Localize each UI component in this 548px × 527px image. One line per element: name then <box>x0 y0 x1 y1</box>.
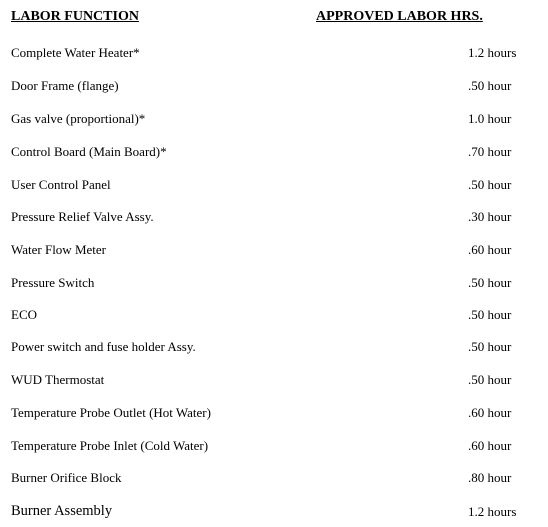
table-row <box>0 242 548 262</box>
table-row <box>0 438 548 458</box>
labor-hours-cell: .60 hour <box>468 438 512 453</box>
labor-function-cell: Door Frame (flange) <box>11 78 119 93</box>
labor-function-cell: Control Board (Main Board)* <box>11 144 167 159</box>
labor-function-cell: User Control Panel <box>11 177 111 192</box>
table-row <box>0 372 548 392</box>
table-row <box>0 45 548 65</box>
labor-hours-cell: 1.2 hours <box>468 45 517 60</box>
approved-labor-hours-header: APPROVED LABOR HRS. <box>316 9 483 24</box>
labor-function-cell: Burner Assembly <box>11 503 113 519</box>
labor-hours-cell: .80 hour <box>468 470 512 485</box>
labor-function-cell: Water Flow Meter <box>11 242 106 257</box>
table-row <box>0 111 548 131</box>
labor-function-header: LABOR FUNCTION <box>11 9 139 24</box>
labor-function-cell: WUD Thermostat <box>11 372 105 387</box>
labor-function-cell: Pressure Relief Valve Assy. <box>11 209 154 224</box>
labor-function-cell: Temperature Probe Inlet (Cold Water) <box>11 438 209 453</box>
table-row <box>0 470 548 490</box>
labor-hours-cell: .50 hour <box>468 339 512 354</box>
table-row <box>0 275 548 295</box>
labor-function-cell: Pressure Switch <box>11 275 95 290</box>
labor-function-cell: Power switch and fuse holder Assy. <box>11 339 196 354</box>
labor-function-cell: Gas valve (proportional)* <box>11 111 146 126</box>
labor-hours-cell: .50 hour <box>468 372 512 387</box>
labor-hours-cell: .70 hour <box>468 144 512 159</box>
labor-function-cell: Complete Water Heater* <box>11 45 140 60</box>
labor-function-cell: Temperature Probe Outlet (Hot Water) <box>11 405 211 420</box>
table-row <box>0 144 548 164</box>
labor-function-cell: Burner Orifice Block <box>11 470 122 485</box>
labor-hours-cell: .50 hour <box>468 275 512 290</box>
labor-hours-cell: .60 hour <box>468 405 512 420</box>
table-row <box>0 78 548 98</box>
labor-hours-cell: .50 hour <box>468 177 512 192</box>
table-row <box>0 177 548 197</box>
labor-hours-cell: 1.2 hours <box>468 504 517 519</box>
labor-function-cell: ECO <box>11 307 37 322</box>
table-row <box>0 503 548 523</box>
labor-hours-cell: .60 hour <box>468 242 512 257</box>
labor-hours-cell: .50 hour <box>468 78 512 93</box>
labor-hours-cell: .30 hour <box>468 209 512 224</box>
table-row <box>0 209 548 229</box>
table-row <box>0 405 548 425</box>
table-row <box>0 307 548 327</box>
labor-hours-cell: 1.0 hour <box>468 111 512 126</box>
table-row <box>0 339 548 359</box>
labor-hours-cell: .50 hour <box>468 307 512 322</box>
